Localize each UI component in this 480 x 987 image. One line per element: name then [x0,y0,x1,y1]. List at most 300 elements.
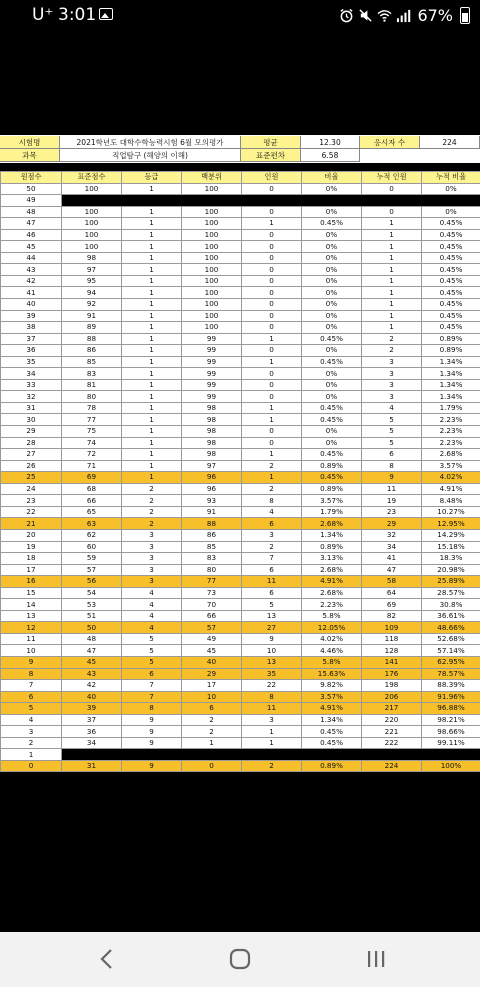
table-cell: 5 [362,414,422,426]
mean-label: 평균 [241,136,301,149]
table-cell: 39 [1,310,62,322]
table-cell: 98 [182,426,242,438]
table-cell: 5 [362,437,422,449]
table-row [1,426,480,438]
table-cell: 30.8% [422,599,480,611]
table-cell: 0 [362,206,422,218]
table-cell: 0% [302,391,362,403]
table-cell: 95 [62,275,122,287]
table-cell: 11 [242,703,302,715]
table-cell: 100 [182,229,242,241]
table-cell: 3.57% [422,460,480,472]
table-cell: 217 [362,703,422,715]
table-cell: 81 [62,379,122,391]
table-cell: 7 [122,680,182,692]
table-cell: 1 [242,726,302,738]
table-cell: 56 [62,576,122,588]
table-cell: 1 [362,218,422,230]
table-cell: 60 [62,541,122,553]
table-cell: 0.45% [422,218,480,230]
table-cell: 1 [122,426,182,438]
table-cell: 0.45% [302,449,362,461]
table-cell: 98.66% [422,726,480,738]
table-row [1,518,480,530]
table-cell: 0% [422,206,480,218]
table-cell: 0.89% [302,760,362,772]
column-header: 등급 [122,172,182,184]
table-cell: 1 [182,737,242,749]
table-cell: 32 [1,391,62,403]
table-cell: 0.89% [422,333,480,345]
info-gap [0,163,480,171]
table-cell: 1 [242,449,302,461]
table-cell: 4.91% [422,483,480,495]
table-cell: 1 [362,322,422,334]
table-cell: 13 [242,656,302,668]
table-cell: 3 [362,391,422,403]
table-row [1,299,480,311]
table-cell: 7 [1,680,62,692]
carrier-label: U⁺ [32,5,54,25]
table-cell: 1 [362,241,422,253]
table-cell: 3 [362,368,422,380]
table-row [1,691,480,703]
table-cell: 14.29% [422,529,480,541]
table-cell: 5 [1,703,62,715]
table-cell: 100 [182,183,242,195]
table-cell: 28.57% [422,587,480,599]
table-cell: 1 [362,275,422,287]
table-cell: 6 [182,703,242,715]
table-cell: 69 [362,599,422,611]
table-cell: 1 [122,275,182,287]
table-cell: 100 [182,206,242,218]
table-cell: 1 [122,460,182,472]
table-cell: 4.02% [422,472,480,484]
table-row [1,599,480,611]
table-row [1,622,480,634]
table-cell: 3 [122,564,182,576]
table-row [1,449,480,461]
table-cell: 176 [362,668,422,680]
table-cell: 80 [182,564,242,576]
table-cell: 0.89% [302,541,362,553]
table-cell: 0% [302,287,362,299]
table-cell: 47 [362,564,422,576]
table-cell: 128 [362,645,422,657]
table-cell: 22 [1,506,62,518]
table-cell: 1 [122,472,182,484]
table-cell: 100 [182,322,242,334]
table-cell: 41 [1,287,62,299]
table-cell: 15.18% [422,541,480,553]
table-cell: 4.46% [302,645,362,657]
table-cell: 98.21% [422,714,480,726]
table-cell: 6 [242,564,302,576]
table-cell: 3.57% [302,495,362,507]
table-cell: 29 [182,668,242,680]
table-row [1,218,480,230]
table-cell: 24 [1,483,62,495]
table-cell: 1 [362,310,422,322]
table-row [1,564,480,576]
table-row [1,287,480,299]
table-cell: 0% [302,310,362,322]
table-cell: 0% [302,368,362,380]
table-cell: 2 [362,345,422,357]
table-cell: 99 [182,345,242,357]
table-cell: 69 [62,472,122,484]
table-cell: 3 [242,714,302,726]
table-cell: 66 [62,495,122,507]
table-cell: 4 [122,610,182,622]
table-row [1,368,480,380]
table-cell: 1 [122,206,182,218]
table-cell: 1 [122,241,182,253]
table-cell: 65 [62,506,122,518]
table-cell: 91.96% [422,691,480,703]
table-cell: 0% [302,275,362,287]
table-cell: 2.23% [302,599,362,611]
table-cell: 62 [62,529,122,541]
table-cell: 9 [242,633,302,645]
recent-apps-icon[interactable] [361,946,391,972]
table-cell: 2 [242,483,302,495]
exam-info-block [0,135,480,163]
exam-value: 2021학년도 대학수학능력시험 6월 모의평가 [60,136,241,149]
table-row [1,541,480,553]
table-cell: 98 [182,414,242,426]
table-cell: 35 [242,668,302,680]
table-cell: 1 [242,356,302,368]
table-cell: 4 [242,506,302,518]
table-cell: 37 [62,714,122,726]
table-cell: 0.45% [302,414,362,426]
table-cell: 3.57% [302,691,362,703]
table-row [1,414,480,426]
table-cell: 0.45% [422,287,480,299]
table-cell: 0% [302,437,362,449]
table-row [1,633,480,645]
battery-icon [460,7,470,24]
table-cell: 100 [182,252,242,264]
table-cell: 50 [1,183,62,195]
table-cell: 99 [182,368,242,380]
table-cell: 99 [182,356,242,368]
examinees-value: 224 [420,136,480,149]
table-cell: 96 [182,472,242,484]
table-row [1,495,480,507]
table-cell: 5 [362,426,422,438]
table-cell: 57 [62,564,122,576]
status-bar [0,0,480,30]
table-cell: 88 [62,333,122,345]
table-cell: 41 [362,553,422,565]
table-row [1,322,480,334]
table-cell: 13 [242,610,302,622]
table-cell: 0.45% [422,229,480,241]
table-cell: 0.45% [422,264,480,276]
table-cell: 2 [122,495,182,507]
table-cell: 1 [122,368,182,380]
back-icon[interactable] [92,946,122,972]
table-cell: 80 [62,391,122,403]
table-cell: 4 [362,402,422,414]
table-cell: 2.23% [422,426,480,438]
table-cell: 5 [242,599,302,611]
table-cell: 1 [242,218,302,230]
table-cell: 34 [362,541,422,553]
table-cell: 11 [1,633,62,645]
table-cell: 100 [62,229,122,241]
table-cell: 4 [1,714,62,726]
table-cell: 2 [242,460,302,472]
status-time: 3:01 [58,5,97,25]
table-cell: 5 [122,633,182,645]
table-cell: 50 [62,622,122,634]
table-cell: 2 [182,726,242,738]
table-row [1,437,480,449]
table-cell: 38 [1,322,62,334]
table-cell: 85 [182,541,242,553]
table-cell: 10 [1,645,62,657]
score-table-sheet [0,135,480,797]
column-header: 인원 [242,172,302,184]
table-cell: 20 [1,529,62,541]
table-cell: 1 [122,391,182,403]
table-cell: 86 [62,345,122,357]
table-row [1,506,480,518]
table-row [1,645,480,657]
table-cell: 0.89% [302,460,362,472]
table-cell: 53 [62,599,122,611]
home-icon[interactable] [225,946,255,972]
column-header: 원점수 [1,172,62,184]
table-cell: 19 [362,495,422,507]
table-cell: 31 [1,402,62,414]
table-cell: 9 [122,737,182,749]
table-row [1,610,480,622]
status-right-group [339,4,470,26]
column-header: 비율 [302,172,362,184]
table-cell: 82 [362,610,422,622]
table-cell: 42 [62,680,122,692]
table-cell: 96 [182,483,242,495]
table-cell: 100 [182,264,242,276]
table-cell: 17 [182,680,242,692]
table-cell: 100 [182,310,242,322]
table-cell: 10 [242,645,302,657]
table-cell: 8 [1,668,62,680]
table-cell: 1.34% [302,529,362,541]
table-row [1,195,480,207]
table-row [1,275,480,287]
table-cell: 16 [1,576,62,588]
table-cell: 59 [62,553,122,565]
table-cell: 6 [1,691,62,703]
table-cell: 99.11% [422,737,480,749]
table-cell: 1 [1,749,62,761]
battery-percent: 67% [417,5,453,25]
table-cell: 6 [122,668,182,680]
table-cell: 27 [1,449,62,461]
table-cell: 0 [242,310,302,322]
table-cell: 0.45% [422,252,480,264]
table-cell: 15 [1,587,62,599]
table-cell: 1 [122,252,182,264]
table-cell: 0 [242,299,302,311]
column-header: 백분위 [182,172,242,184]
table-cell: 0% [302,264,362,276]
table-row [1,264,480,276]
table-cell: 35 [1,356,62,368]
table-cell: 1 [122,310,182,322]
table-cell: 3 [122,529,182,541]
empty-row-fill [62,749,480,761]
table-header-row [1,172,480,184]
table-cell: 1.34% [422,391,480,403]
table-cell: 9 [362,472,422,484]
table-cell: 23 [362,506,422,518]
score-distribution-table [0,171,480,772]
table-cell: 2 [242,760,302,772]
table-cell: 93 [182,495,242,507]
table-cell: 0 [242,264,302,276]
table-cell: 0% [302,241,362,253]
table-cell: 0.45% [302,333,362,345]
table-cell: 0 [362,183,422,195]
table-cell: 0.89% [422,345,480,357]
table-cell: 0 [242,229,302,241]
table-cell: 1 [122,264,182,276]
table-cell: 40 [1,299,62,311]
table-cell: 85 [62,356,122,368]
table-cell: 75 [62,426,122,438]
table-cell: 0 [242,252,302,264]
table-cell: 100 [182,299,242,311]
table-cell: 1 [122,333,182,345]
table-cell: 1 [362,264,422,276]
table-cell: 36 [62,726,122,738]
table-cell: 5.8% [302,656,362,668]
table-body [1,183,480,772]
table-cell: 0.45% [422,299,480,311]
table-row [1,472,480,484]
table-cell: 68 [62,483,122,495]
table-cell: 1 [122,449,182,461]
table-cell: 0% [302,252,362,264]
table-cell: 0 [1,760,62,772]
table-cell: 17 [1,564,62,576]
table-cell: 19 [1,541,62,553]
table-cell: 1.34% [422,368,480,380]
table-cell: 14 [1,599,62,611]
table-cell: 0 [242,287,302,299]
table-cell: 91 [62,310,122,322]
table-cell: 26 [1,460,62,472]
table-cell: 12.05% [302,622,362,634]
table-cell: 91 [182,506,242,518]
table-cell: 86 [182,529,242,541]
table-cell: 1 [122,299,182,311]
table-cell: 0 [242,183,302,195]
table-cell: 7 [242,553,302,565]
table-cell: 42 [1,275,62,287]
table-cell: 0% [302,229,362,241]
table-cell: 1.79% [302,506,362,518]
table-cell: 23 [1,495,62,507]
column-header: 누적 비율 [422,172,480,184]
table-cell: 52.68% [422,633,480,645]
table-cell: 36 [1,345,62,357]
table-cell: 220 [362,714,422,726]
table-cell: 0% [302,379,362,391]
table-cell: 8 [362,460,422,472]
table-cell: 2 [1,737,62,749]
table-cell: 2.68% [302,518,362,530]
table-cell: 34 [62,737,122,749]
table-cell: 45 [62,656,122,668]
table-cell: 63 [62,518,122,530]
table-row [1,183,480,195]
table-cell: 0.45% [302,726,362,738]
table-cell: 12 [1,622,62,634]
table-cell: 0.45% [302,356,362,368]
table-cell: 6 [242,518,302,530]
table-cell: 224 [362,760,422,772]
table-cell: 1 [242,737,302,749]
table-row [1,229,480,241]
table-cell: 2 [122,506,182,518]
table-cell: 31 [62,760,122,772]
table-cell: 1 [122,229,182,241]
table-row [1,749,480,761]
alarm-icon [339,8,354,23]
table-cell: 0.45% [302,472,362,484]
table-cell: 1 [362,229,422,241]
table-cell: 15.63% [302,668,362,680]
table-row [1,345,480,357]
table-cell: 141 [362,656,422,668]
table-cell: 118 [362,633,422,645]
table-cell: 1 [122,379,182,391]
table-cell: 43 [1,264,62,276]
table-cell: 2.23% [422,437,480,449]
table-cell: 1 [242,333,302,345]
table-cell: 5 [122,645,182,657]
table-cell: 92 [62,299,122,311]
table-row [1,703,480,715]
table-cell: 37 [1,333,62,345]
table-cell: 2.68% [302,587,362,599]
table-cell: 0 [242,206,302,218]
table-cell: 99 [182,333,242,345]
table-cell: 6 [362,449,422,461]
table-cell: 8 [122,703,182,715]
table-cell: 0% [302,299,362,311]
table-cell: 97 [62,264,122,276]
table-cell: 47 [62,645,122,657]
empty-row-fill [62,195,480,207]
table-cell: 0.45% [302,218,362,230]
table-cell: 94 [62,287,122,299]
table-cell: 3 [122,541,182,553]
table-cell: 73 [182,587,242,599]
table-row [1,656,480,668]
table-cell: 4 [122,599,182,611]
table-cell: 4.02% [302,633,362,645]
table-cell: 40 [62,691,122,703]
